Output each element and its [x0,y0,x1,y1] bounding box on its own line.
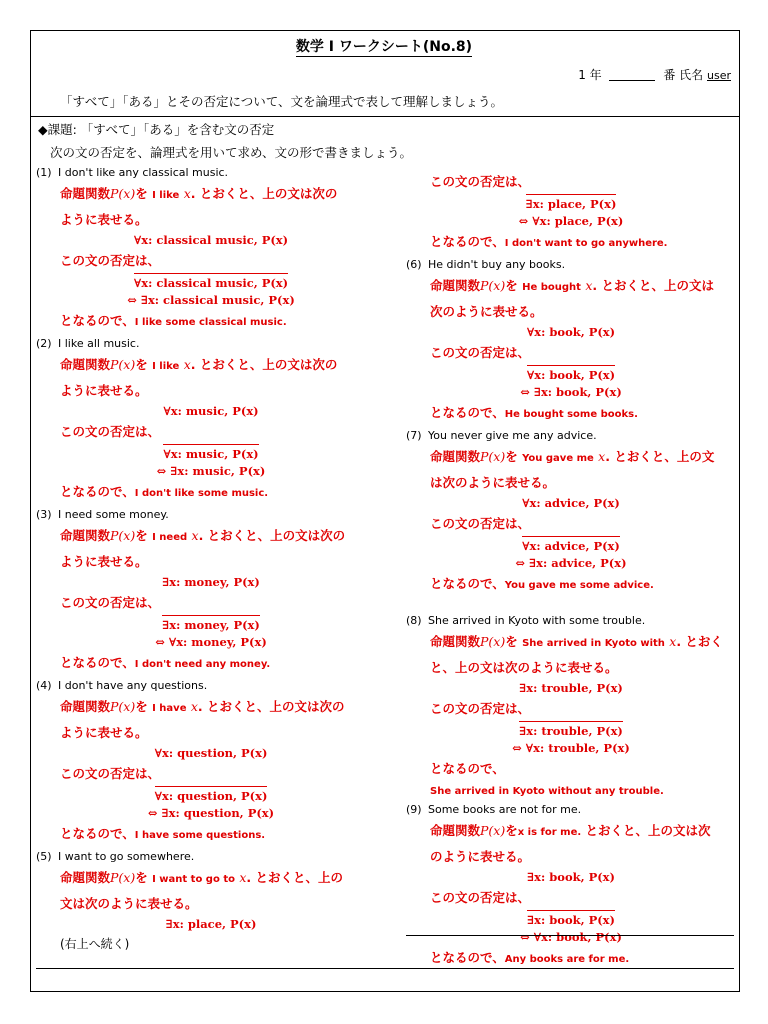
negation-label: この文の否定は、 [430,345,531,360]
negation-label: この文の否定は、 [430,890,531,905]
equivalent-formula: ⇔ ∃x: advice, P(x) [515,556,627,570]
negated-formula: ∀x: music, P(x) [163,444,258,463]
problem-sentence: Some books are not for me. [428,803,582,816]
problem-2: (2) I like all music. 命題関数P(x)を I like x. とおくと、上の文は次の ように表せる。 ∀x: music, P(x) この文の否定は、 ∀x: music, P(x) ⇔ ∃x: music, P(x) となるので、I don't like some music. [36,335,386,506]
formula: ∃x: book, P(x) [527,870,615,884]
problem-number: (6) [406,258,422,271]
problem-5-continued [406,170,736,256]
negation-label: この文の否定は、 [60,766,161,781]
negation-label: この文の否定は、 [60,595,161,610]
equivalent-formula: ⇔ ∃x: question, P(x) [147,806,275,820]
problem-5: (5) I want to go somewhere. 命題関数P(x)を I want to go to x. とおくと、上の 文は次のように表せる。 ∃x: place, P(x) (右上へ続く) [36,848,386,955]
equivalent-formula: ⇔ ∃x: classical music, P(x) [127,293,295,307]
problem-9: (9) Some books are not for me. 命題関数P(x)をx is for me. とおくと、上の文は次 のように表せる。 ∃x: book, P(x) この文の否定は、 ∃x: book, P(x) ⇔ ∀x: book, P(x) となるので、Any books are for me. [406,801,736,972]
formula: ∃x: place, P(x) [165,917,257,931]
equivalent-formula: ⇔ ∀x: book, P(x) [520,930,622,944]
negated-formula: ∃x: place, P(x) [526,194,617,213]
formula: ∀x: book, P(x) [526,325,616,339]
definition-line: 命題関数P(x)を I like x. とおくと、上の文は次の [60,357,338,372]
definition-line: 命題関数P(x)を I like x. とおくと、上の文は次の [60,186,338,201]
negated-formula: ∀x: book, P(x) [527,365,615,384]
result-line: She arrived in Kyoto without any trouble. [430,786,664,797]
formula: ∀x: music, P(x) [163,404,259,418]
name-label: 氏名 [679,68,704,82]
problem-number: (7) [406,429,422,442]
formula: ∃x: money, P(x) [162,575,260,589]
definition-line: 命題関数P(x)を I have x. とおくと、上の文は次の [60,699,345,714]
problem-sentence: You never give me any advice. [428,429,597,442]
problem-number: (1) [36,166,52,179]
result-line: となるので、You gave me some advice. [430,576,654,591]
negation-label: この文の否定は、 [430,516,531,531]
problem-1: (1) I don't like any classical music. 命題関数P(x)を I like x. とおくと、上の文は次の ように表せる。 ∀x: classical music, P(x) この文の否定は、 ∀x: classical music, P(x) ⇔ ∃x: classical music, P(x) となるので、I like some classical music. [36,164,386,335]
definition-line: 命題関数P(x)を I need x. とおくと、上の文は次の [60,528,346,543]
negated-formula: ∀x: classical music, P(x) [134,273,288,292]
problem-sentence: He didn't buy any books. [428,258,566,271]
result-line: となるので、Any books are for me. [430,950,630,965]
problem-number: (9) [406,803,422,816]
left-column [36,164,386,955]
problem-number: (5) [36,850,52,863]
definition-line: 命題関数P(x)を You gave me x. とおくと、上の文 [430,449,715,464]
result-line: となるので、I don't want to go anywhere. [430,234,668,249]
problem-7: (7) You never give me any advice. 命題関数P(x)を You gave me x. とおくと、上の文 は次のように表せる。 ∀x: advice, P(x) この文の否定は、 ∀x: advice, P(x) ⇔ ∃x: advice, P(x) となるので、You gave me some advice. [406,427,736,598]
formula: ∀x: classical music, P(x) [133,233,289,247]
grade-label: 1 年 [578,68,602,82]
negation-label: この文の否定は、 [430,174,531,189]
definition-line: 命題関数P(x)を He bought x. とおくと、上の文は [430,278,714,293]
column-end-line [406,935,734,936]
problem-3: (3) I need some money. 命題関数P(x)を I need x. とおくと、上の文は次の ように表せる。 ∃x: money, P(x) この文の否定は、 ∃x: money, P(x) ⇔ ∀x: money, P(x) となるので、I don't need any money. [36,506,386,677]
formula: ∀x: question, P(x) [154,746,268,760]
equivalent-formula: ⇔ ∀x: money, P(x) [155,635,267,649]
negation-label: この文の否定は、 [60,253,161,268]
number-label: 番 [663,68,676,82]
negated-formula: ∀x: question, P(x) [155,786,268,805]
page-title: 数学 I ワークシート(No.8) [295,39,473,55]
result-line: となるので、I have some questions. [60,826,266,841]
bottom-divider [36,968,734,969]
intro-text: 「すべて」「ある」とその否定について、文を論理式で表して理解しましょう。 [60,94,504,109]
result-line: となるので、I don't need any money. [60,655,271,670]
continued-note: (右上へ続く) [60,937,130,951]
formula: ∀x: advice, P(x) [522,496,620,510]
equivalent-formula: ⇔ ∀x: place, P(x) [518,214,624,228]
negation-label: この文の否定は、 [430,701,531,716]
problem-sentence: I don't like any classical music. [58,166,229,179]
negated-formula: ∃x: book, P(x) [527,910,615,929]
problem-sentence: I want to go somewhere. [58,850,195,863]
definition-line: 命題関数P(x)を She arrived in Kyoto with x. とおく [430,634,723,649]
negated-formula: ∃x: trouble, P(x) [519,721,623,740]
problem-4: (4) I don't have any questions. 命題関数P(x)を I have x. とおくと、上の文は次の ように表せる。 ∀x: question, P(x) この文の否定は、 ∀x: question, P(x) ⇔ ∃x: question, P(x) となるので、I have some questions. [36,677,386,848]
formula: ∃x: trouble, P(x) [519,681,623,695]
divider [30,116,740,117]
problem-number: (3) [36,508,52,521]
definition-line: 命題関数P(x)をx is for me. とおくと、上の文は次 [430,823,711,838]
negated-formula: ∃x: money, P(x) [162,615,260,634]
problem-number: (4) [36,679,52,692]
equivalent-formula: ⇔ ∀x: trouble, P(x) [512,741,630,755]
right-column [406,170,736,972]
problem-number: (8) [406,614,422,627]
negated-formula: ∀x: advice, P(x) [522,536,620,555]
definition-line: 命題関数P(x)を I want to go to x. とおくと、上の [60,870,344,885]
spacer [406,598,736,612]
task-heading: ◆課題: 「すべて」「ある」を含む文の否定 [38,122,275,137]
number-blank[interactable] [609,68,655,81]
instruction-text: 次の文の否定を、論理式を用いて求め、文の形で書きましょう。 [50,145,413,160]
problem-sentence: I like all music. [58,337,140,350]
equivalent-formula: ⇔ ∃x: book, P(x) [520,385,622,399]
student-name: user [707,69,731,82]
problem-6: (6) He didn't buy any books. 命題関数P(x)を He bought x. とおくと、上の文は 次のように表せる。 ∀x: book, P(x) この文の否定は、 ∀x: book, P(x) ⇔ ∃x: book, P(x) となるので、He bought some books. [406,256,736,427]
result-label: となるので、 [430,761,505,776]
result-line: となるので、I like some classical music. [60,313,287,328]
problem-8: (8) She arrived in Kyoto with some trouble. 命題関数P(x)を She arrived in Kyoto with x. とおく と、上の文は次のように表せる。 ∃x: trouble, P(x) この文の否定は、 ∃x: trouble, P(x) ⇔ ∀x: trouble, P(x) となるので、 She arrived in Kyoto without any trouble. [406,612,736,801]
problem-number: (2) [36,337,52,350]
name-row [578,66,731,83]
problem-sentence: She arrived in Kyoto with some trouble. [428,614,646,627]
result-line: となるので、He bought some books. [430,405,638,420]
result-line: となるので、I don't like some music. [60,484,269,499]
negation-label: この文の否定は、 [60,424,161,439]
problem-sentence: I need some money. [58,508,169,521]
problem-sentence: I don't have any questions. [58,679,208,692]
equivalent-formula: ⇔ ∃x: music, P(x) [156,464,266,478]
